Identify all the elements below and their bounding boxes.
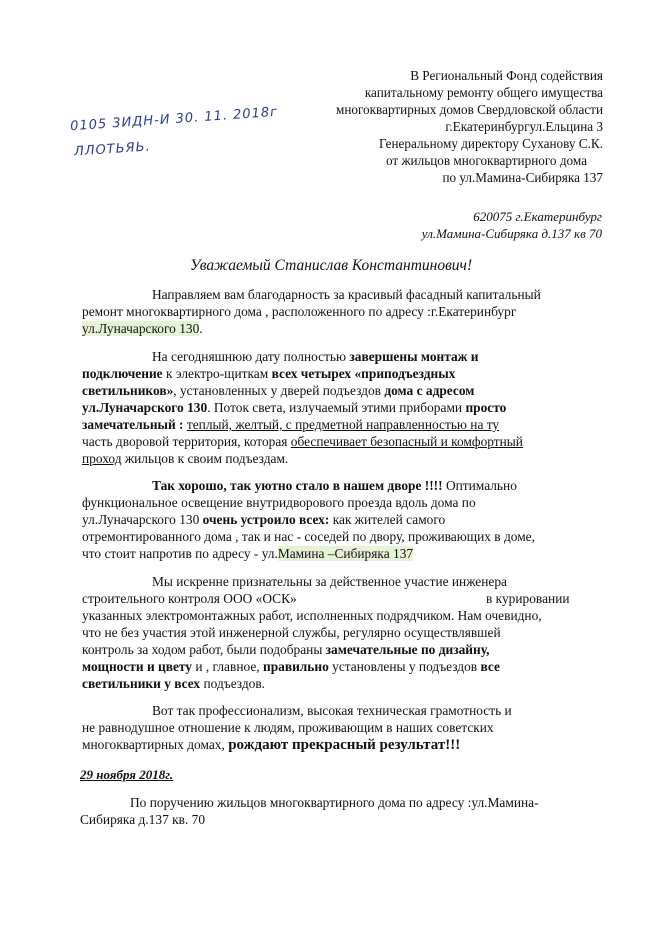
highlighted-address: ул.Луначарского 130 [82,321,200,336]
text-line: ул.Луначарского 130. Поток света, излучаемый этими приборами просто [82,400,507,415]
text-line: светильников», установленных у дверей подъездов дома с адресом [82,383,475,398]
text-line: подключение к электро-щиткам всех четырех «приподъездных [82,366,456,381]
text-line: ул.Луначарского 130 очень устроило всех: как жителей самого [82,512,446,527]
text-line: контроль за ходом работ, были подобраны замечательные по дизайну, [82,642,490,657]
text-line: не равнодушное отношение к людям, проживающим в наших советских [82,720,494,735]
text-line: Сибиряка д.137 кв. 70 [80,812,206,827]
salutation: Уважаемый Станислав Константинович! [190,257,473,274]
text-line: отремонтированного дома , так и нас - соседей по двору, проживающих в доме, [82,529,535,544]
sender-address-line: 620075 г.Екатеринбург [473,209,602,224]
text-line: что стоит напротив по адресу - ул.Мамина –Сибиряка 137 [82,546,414,561]
text-line: светильники у всех подъездов. [82,676,266,691]
text-line: Мы искренне признательны за действенное участие инженера [152,574,507,589]
highlighted-address: Мамина –Сибиряка 137 [277,546,414,561]
text-line: Направляем вам благодарность за красивый фасадный капитальный [152,287,541,302]
text-line: строительного контроля ООО «ОСК» [82,591,297,606]
text-line: Так хорошо, так уютно стало в нашем дворе !!!! Оптимально [152,478,517,493]
addressee-line: многоквартирных домов Свердловской области [335,102,603,117]
text-line: ул.Луначарского 130. [82,321,203,336]
addressee-line: от жильцов многоквартирного дома [385,153,587,168]
text-line: что не без участия этой инженерной службы, регулярно осуществлявшей [82,625,501,640]
text-line: Вот так профессионализм, высокая техническая грамотность и [152,703,512,718]
addressee-line: г.Екатеринбургул.Ельцина 3 [445,119,603,134]
text-line: По поручению жильцов многоквартирного дома по адресу :ул.Мамина- [130,795,539,810]
addressee-line: Генеральному директору Суханову С.К. [379,136,603,151]
text-line: часть дворовой территория, которая обеспечивает безопасный и комфортный [82,434,523,449]
letter-date: 29 ноября 2018г. [80,767,174,782]
addressee-line: по ул.Мамина-Сибиряка 137 [442,170,603,185]
text-line: функциональное освещение внутридворового проезда вдоль дома по [82,495,476,510]
text-line: указанных электромонтажных работ, исполненных подрядчиком. Нам очевидно, [82,608,542,623]
handwritten-registration-note: ЛЛОТЬЯЬ. [73,139,152,160]
text-line: в курировании [486,591,570,606]
text-line: проход жильцов к своим подъездам. [82,451,289,466]
addressee-line: В Региональный Фонд содействия [410,68,603,83]
handwritten-registration-note: 0105 3ИДН-И 30. 11. 2018г [69,104,279,135]
text-line: ремонт многоквартирного дома , расположенного по адресу :г.Екатеринбург [82,304,517,319]
addressee-line: капитальному ремонту общего имущества [364,85,603,100]
text-line: многоквартирных домах, рождают прекрасный результат!!! [82,737,461,753]
sender-address-line: ул.Мамина-Сибиряка д.137 кв 70 [421,226,602,241]
text-line: замечательный : теплый, желтый, с предметной направленностью на ту [82,417,500,432]
text-line: мощности и цвету и , главное, правильно установлены у подъездов все [82,659,500,674]
text-line: На сегодняшнюю дату полностью завершены монтаж и [152,349,479,364]
